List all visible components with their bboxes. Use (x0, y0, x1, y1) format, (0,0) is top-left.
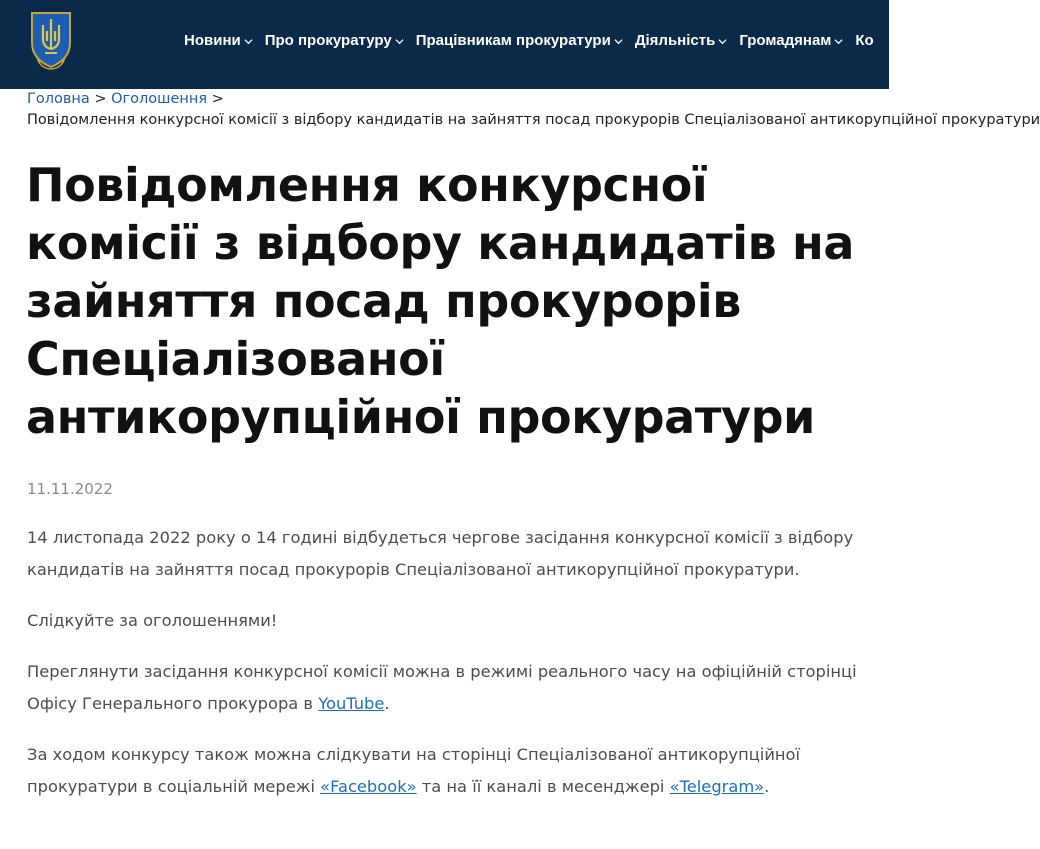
breadcrumb (27, 89, 1040, 131)
paragraph-text: Переглянути засідання конкурсної комісії можна в режимі реального часу на офіційній сторінці Офісу Генерального прокурора в (27, 662, 857, 713)
paragraph-text: та на її каналі в месенджері (416, 777, 670, 796)
top-navigation-bar (0, 0, 889, 89)
paragraph-text: . (764, 777, 770, 796)
breadcrumb-separator: > (94, 91, 107, 107)
chevron-down-icon (614, 37, 623, 46)
nav-item-contacts[interactable] (855, 31, 873, 51)
nav-item-activity[interactable] (635, 31, 728, 51)
breadcrumb-separator: > (211, 91, 224, 107)
article-body (27, 522, 862, 822)
article-paragraph (27, 656, 862, 720)
breadcrumb-section-link[interactable]: Оголошення (111, 91, 208, 107)
article-paragraph: Слідкуйте за оголошеннями! (27, 611, 278, 630)
nav-item-employees[interactable] (416, 31, 623, 51)
chevron-down-icon (244, 37, 253, 46)
publish-date: 11.11.2022 (27, 480, 113, 498)
nav-item-label: Діяльність (634, 32, 716, 49)
facebook-link[interactable]: «Facebook» (320, 777, 417, 796)
paragraph-text: За ходом конкурсу також можна слідкувати на сторінці Спеціалізованої антикорупційної прокуратури в соціальній мережі (27, 745, 801, 796)
nav-item-label: Ко (855, 32, 874, 49)
nav-item-label: Працівникам прокуратури (415, 32, 611, 49)
article-paragraph: 14 листопада 2022 року о 14 годині відбудеться чергове засідання конкурсної комісії з відбору кандидатів на зайняття посад прокурорів Спеціалізованої антикорупційної прокуратури. (27, 528, 854, 579)
breadcrumb-current: Повідомлення конкурсної комісії з відбору кандидатів на зайняття посад прокурорів Спеціалізованої антикорупційної прокуратури (27, 112, 1040, 128)
chevron-down-icon (834, 37, 843, 46)
telegram-link[interactable]: «Telegram» (669, 777, 765, 796)
nav-item-news[interactable] (184, 31, 253, 51)
chevron-down-icon (395, 37, 404, 46)
nav-item-citizens[interactable] (739, 31, 843, 51)
page-title: Повідомлення конкурсної комісії з відбору кандидатів на зайняття посад прокурорів Спеціалізованої антикорупційної прокуратури (26, 158, 855, 444)
nav-item-label: Про прокуратуру (264, 32, 392, 49)
paragraph-text: . (384, 694, 390, 713)
chevron-down-icon (718, 37, 727, 46)
youtube-link[interactable]: YouTube (318, 694, 385, 713)
nav-item-about[interactable] (265, 31, 404, 51)
article-paragraph (27, 739, 862, 803)
breadcrumb-home-link[interactable]: Головна (27, 91, 90, 107)
nav-item-label: Новини (184, 32, 241, 49)
nav-item-label: Громадянам (739, 32, 832, 49)
main-nav (184, 31, 886, 51)
trident-shield-icon[interactable] (24, 9, 78, 75)
